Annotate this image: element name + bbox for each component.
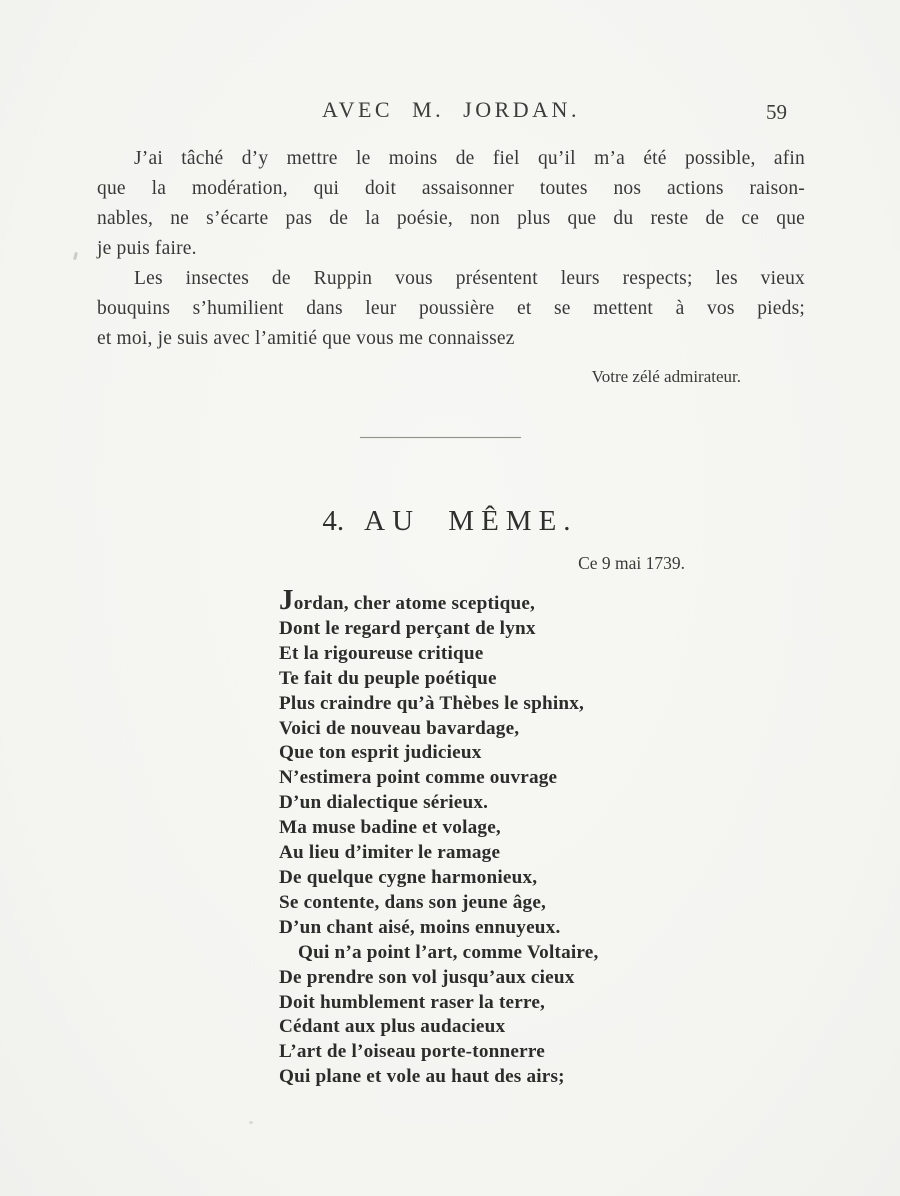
- letter-date: Ce 9 mai 1739.: [578, 553, 685, 573]
- poem-line: D’un dialectique sérieux.: [279, 792, 489, 814]
- poem-line: Jordan, cher atome sceptique,: [279, 584, 536, 616]
- poem-line: Ma muse badine et volage,: [279, 817, 501, 839]
- section-title: AU MÊME.: [364, 505, 578, 537]
- poem-line: Dont le regard perçant de lynx: [279, 617, 536, 639]
- scan-speck: [73, 252, 78, 260]
- running-header-title: AVEC M. JORDAN.: [322, 97, 580, 122]
- paragraph-line: Les insectes de Ruppin vous présentent leurs respects; les vieux: [134, 268, 805, 289]
- poem-line: Doit humblement raser la terre,: [279, 991, 546, 1013]
- letter-body: [97, 144, 805, 354]
- poem-line: De quelque cygne harmonieux,: [279, 866, 538, 888]
- poem-line: Voici de nouveau bavardage,: [279, 717, 520, 739]
- paragraph-line: je puis faire.: [97, 238, 197, 259]
- section-heading: [0, 505, 900, 538]
- paragraph-line: J’ai tâché d’y mettre le moins de fiel qu’il m’a été possible, afin: [134, 148, 805, 169]
- poem-line: Au lieu d’imiter le ramage: [279, 842, 501, 864]
- poem-line: De prendre son vol jusqu’aux cieux: [279, 966, 575, 988]
- poem-line: Se contente, dans son jeune âge,: [279, 891, 547, 913]
- page-number: 59: [766, 100, 787, 124]
- poem-line: Plus craindre qu’à Thèbes le sphinx,: [279, 692, 585, 714]
- poem-line: Qui n’a point l’art, comme Voltaire,: [298, 941, 599, 963]
- section-divider: [360, 437, 521, 438]
- poem-line: Cédant aux plus audacieux: [279, 1016, 506, 1038]
- paragraph-line: bouquins s’humilient dans leur poussière et se mettent à vos pieds;: [97, 298, 805, 319]
- paragraph-line: nables, ne s’écarte pas de la poésie, non plus que du reste de ce que: [97, 208, 805, 229]
- poem-line: Te fait du peuple poétique: [279, 667, 497, 689]
- poem-line: L’art de l’oiseau porte-tonnerre: [279, 1041, 545, 1063]
- paragraph-line: et moi, je suis avec l’amitié que vous me connaissez: [97, 328, 515, 349]
- poem-line: N’estimera point comme ouvrage: [279, 767, 558, 789]
- poem-line: Qui plane et vole au haut des airs;: [279, 1066, 565, 1088]
- section-number: 4.: [322, 505, 345, 537]
- letter-paragraph: [97, 144, 805, 264]
- poem-line: Que ton esprit judicieux: [279, 742, 482, 764]
- letter-signature: Votre zélé admirateur.: [591, 367, 741, 386]
- letter-paragraph: [97, 264, 805, 354]
- poem-line: D’un chant aisé, moins ennuyeux.: [279, 916, 561, 938]
- poem: [279, 584, 599, 1090]
- running-header: [97, 97, 805, 123]
- poem-line: Et la rigoureuse critique: [279, 642, 484, 664]
- scan-speck: [249, 1121, 253, 1124]
- paragraph-line: que la modération, qui doit assaisonner toutes nos actions raison-: [97, 178, 805, 199]
